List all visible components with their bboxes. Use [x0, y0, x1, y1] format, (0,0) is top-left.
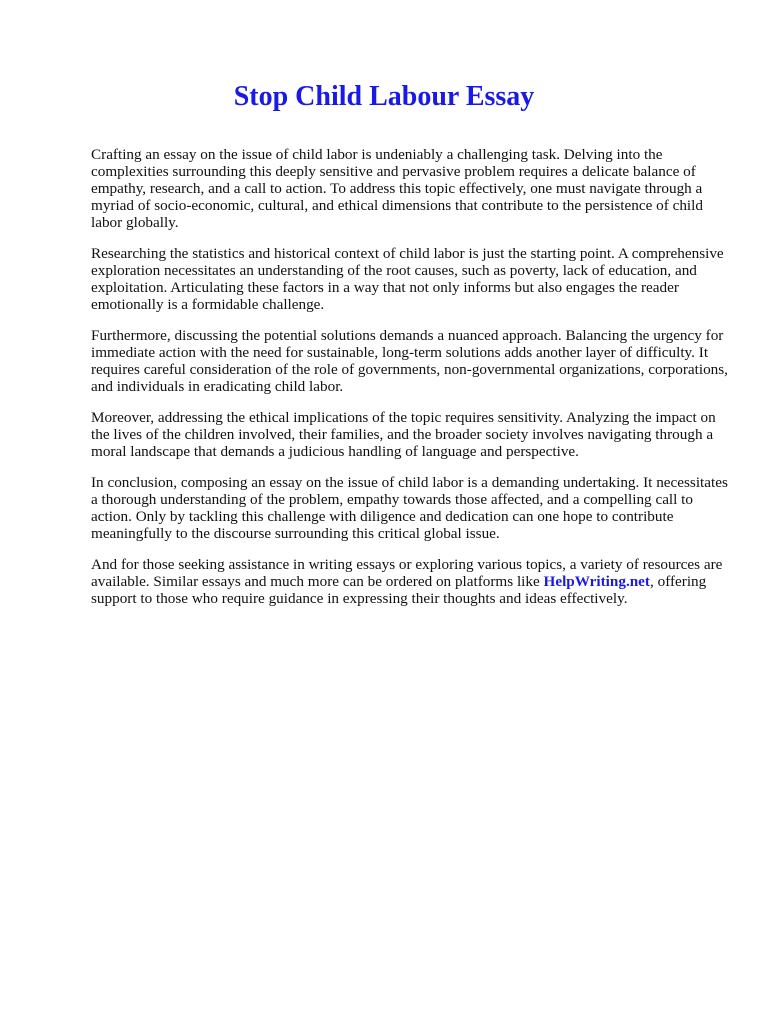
paragraph-3: Furthermore, discussing the potential solutions demands a nuanced approach. Balancing the urgency for immediate action with the need for sustainable, long-term solutions adds another layer of difficulty. It requires careful consideration of the role of governments, non-governmental organizations, corporations, and individuals in eradicating child labor. — [91, 327, 728, 395]
paragraph-2: Researching the statistics and historical context of child labor is just the starting point. A comprehensive exploration necessitates an understanding of the root causes, such as poverty, lack of education, and exploitation. Articulating these factors in a way that not only informs but also engages the reader emotionally is a formidable challenge. — [91, 245, 724, 313]
paragraph-6-text-before: And for those seeking assistance in writing essays or exploring various topics, a variety of resources are available. Similar essays and much more can be ordered on platforms like — [91, 556, 723, 590]
document-body — [91, 146, 731, 621]
paragraph-4: Moreover, addressing the ethical implications of the topic requires sensitivity. Analyzing the impact on the lives of the children involved, their families, and the broader society involves navigating through a moral landscape that demands a judicious handling of language and perspective. — [91, 409, 716, 460]
paragraph-6-text-after: , offering support to those who require guidance in expressing their thoughts and ideas effectively. — [91, 573, 707, 607]
paragraph-6 — [91, 556, 731, 607]
helpwriting-link[interactable]: HelpWriting.net — [543, 573, 650, 590]
paragraph-5: In conclusion, composing an essay on the issue of child labor is a demanding undertaking. It necessitates a thorough understanding of the problem, empathy towards those affected, and a compelling call to action. Only by tackling this challenge with diligence and dedication can one hope to contribute meaningfully to the discourse surrounding this critical global issue. — [91, 474, 728, 542]
paragraph-1: Crafting an essay on the issue of child labor is undeniably a challenging task. Delving into the complexities surrounding this deeply sensitive and pervasive problem requires a delicate balance of empathy, research, and a call to action. To address this topic effectively, one must navigate through a myriad of socio-economic, cultural, and ethical dimensions that contribute to the persistence of child labor globally. — [91, 146, 703, 231]
document-title: Stop Child Labour Essay — [233, 81, 535, 112]
